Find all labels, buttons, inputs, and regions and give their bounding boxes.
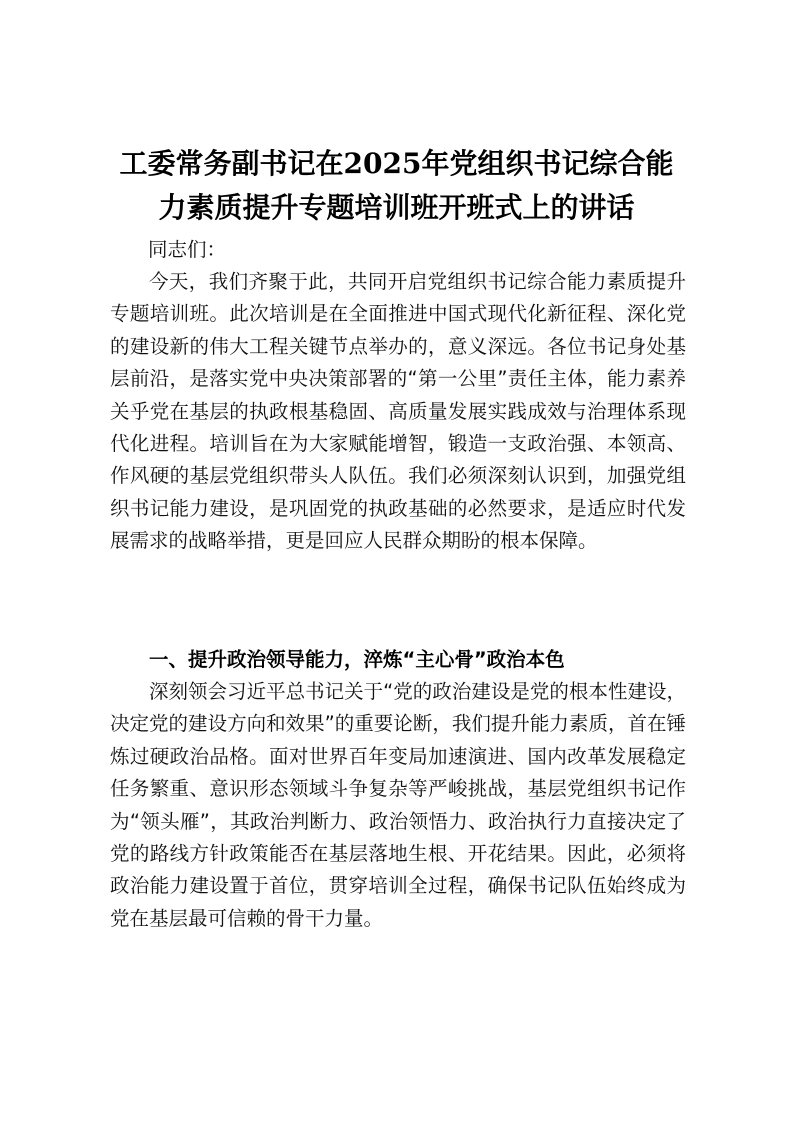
document-title-line-2: 力素质提升专题培训班开班式上的讲话 [158, 191, 635, 224]
section-heading-1: 一、提升政治领导能力，淬炼“主心骨”政治本色 [149, 648, 565, 671]
document-title-line-1: 工委常务副书记在2025年党组织书记综合能 [119, 147, 674, 180]
paragraph-section-1: 深刻领会习近平总书记关于“党的政治建设是党的根本性建设，决定党的建设方向和效果”的重要论断，我们提升能力素质，首在锤炼过硬政治品格。面对世界百年变局加速演进、国内改革发展稳定任务繁重、意识形态领域斗争复杂等严峻挑战，基层党组织书记作为“领头雁”，其政治判断力、政治领悟力、政治执行力直接决定了党的路线方针政策能否在基层落地生根、开花结果。因此，必须将政治能力建设置于首位，贯穿培训全过程，确保书记队伍始终成为党在基层最可信赖的骨干力量。 [110, 680, 686, 930]
salutation: 同志们： [148, 238, 227, 261]
paragraph-opening: 今天，我们齐聚于此，共同开启党组织书记综合能力素质提升专题培训班。此次培训是在全面推进中国式现代化新征程、深化党的建设新的伟大工程关键节点举办的，意义深远。各位书记身处基层前沿，是落实党中央决策部署的“第一公里”责任主体，能力素养关乎党在基层的执政根基稳固、高质量发展实践成效与治理体系现代化进程。培训旨在为大家赋能增智，锻造一支政治强、本领高、作风硬的基层党组织带头人队伍。我们必须深刻认识到，加强党组织书记能力建设，是巩固党的执政基础的必然要求，是适应时代发展需求的战略举措，更是回应人民群众期盼的根本保障。 [110, 270, 686, 553]
